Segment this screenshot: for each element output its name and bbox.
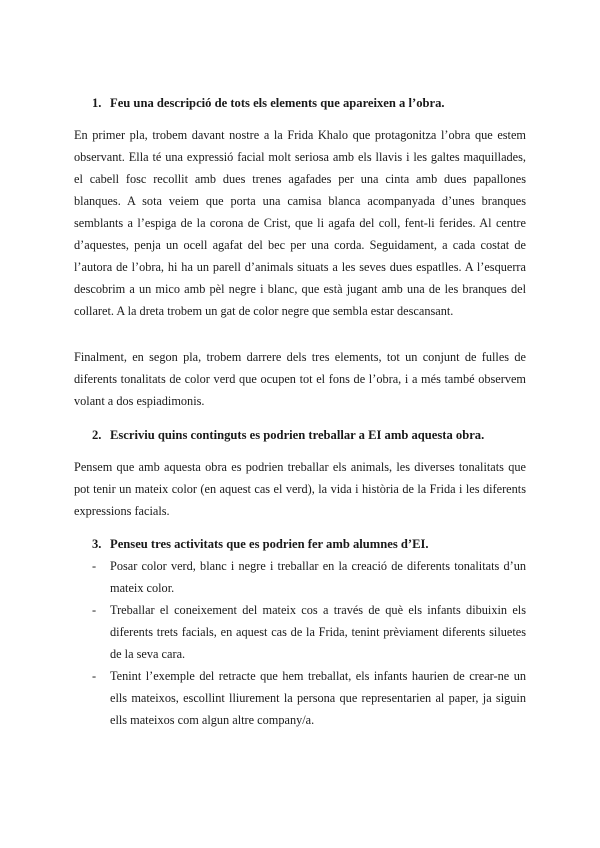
list-item [92,555,526,599]
section-2-title: Escriviu quins continguts es podrien treballar a EI amb aquesta obra. [110,428,485,442]
section-1-number: 1. [92,96,102,110]
list-item [92,599,526,665]
activities-list [92,555,526,731]
list-item [92,665,526,731]
section-3-heading [92,533,532,555]
bullet-dash: - [92,669,97,683]
section-1-heading [92,92,532,114]
bullet-dash: - [92,559,97,573]
list-item-text: Posar color verd, blanc i negre i treballar en la creació de diferents tonalitats d’un mateix color. [110,559,526,595]
bullet-dash: - [92,603,97,617]
section-1-paragraph-1: En primer pla, trobem davant nostre a la Frida Khalo que protagonitza l’obra que estem observant. Ella té una expressió facial molt seriosa amb els llavis i les galtes maquillades, el cabell fosc recollit amb dues trenes agafades per una cinta amb dues papallones blanques. A sota veiem que porta una camisa blanca acompanyada d’unes branques semblants a l’espiga de la corona de Crist, que li agafa del coll, fent-li ferides. Al centre d’aquestes, penja un ocell agafat del bec per una corda. Seguidament, a cada costat de l’autora de l’obra, hi ha un parell d’animals situats a les seves dues espatlles. A l’esquerra descobrim a un mico amb pèl negre i blanc, que està jugant amb una de les branques del collaret. A la dreta trobem un gat de color negre que sembla estar descansant. [74,128,526,318]
list-item-text: Tenint l’exemple del retracte que hem treballat, els infants haurien de crear-ne un ells mateixos, escollint lliurement la persona que representarien al paper, ja siguin ells mateixos com algun altre company/a. [110,669,526,727]
section-2-heading [92,424,532,446]
section-1-title: Feu una descripció de tots els elements que apareixen a l’obra. [110,96,445,110]
section-3-title: Penseu tres activitats que es podrien fer amb alumnes d’EI. [110,537,429,551]
section-3-number: 3. [92,537,102,551]
list-item-text: Treballar el coneixement del mateix cos a través de què els infants dibuixin els diferents trets facials, en aquest cas de la Frida, tenint prèviament diferents siluetes de la seva cara. [110,603,526,661]
section-2-paragraph-1: Pensem que amb aquesta obra es podrien treballar els animals, les diverses tonalitats que pot tenir un mateix color (en aquest cas el verd), la vida i història de la Frida i les diferents expressions facials. [74,460,526,518]
section-1-paragraph-2: Finalment, en segon pla, trobem darrere dels tres elements, tot un conjunt de fulles de diferents tonalitats de color verd que ocupen tot el fons de l’obra, i a més també observem volant a dos espiadimonis. [74,350,526,408]
section-2-number: 2. [92,428,102,442]
